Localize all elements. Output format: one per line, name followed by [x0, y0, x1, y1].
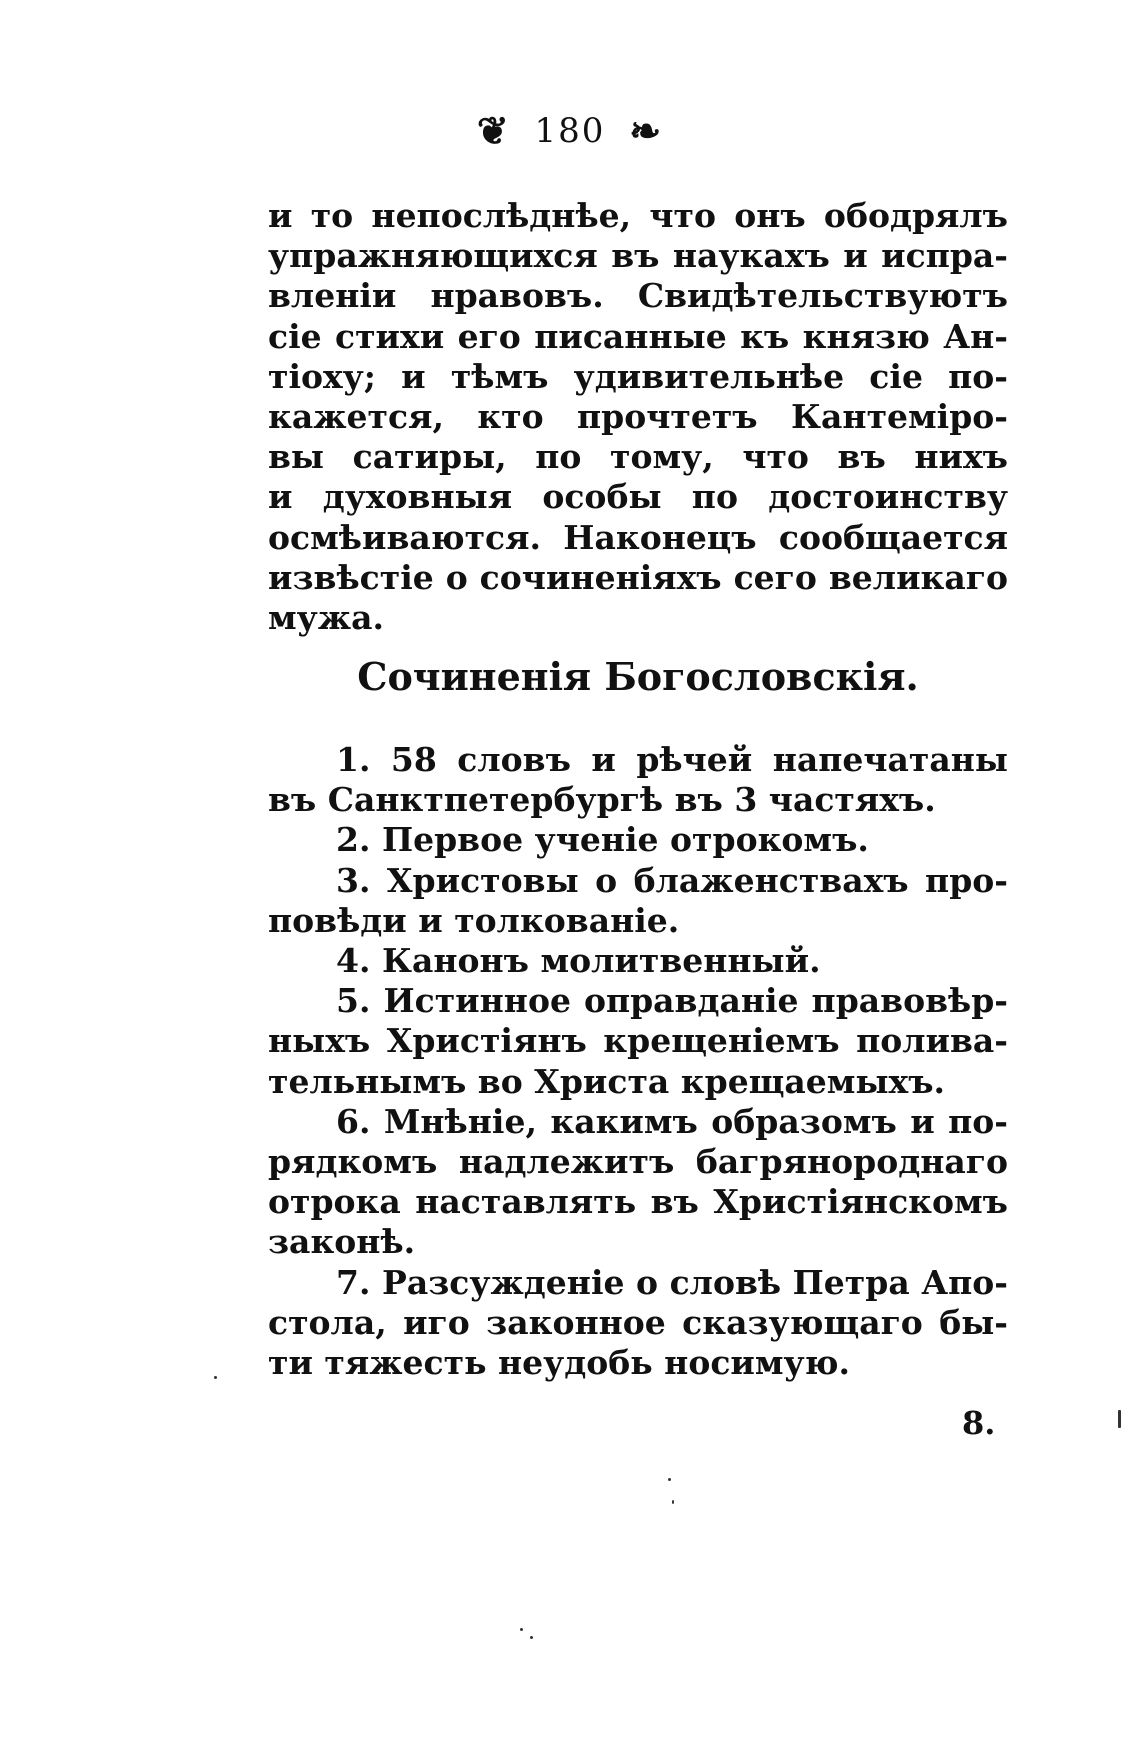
works-line: 1. 58 словъ и рѣчей напечатаны — [336, 740, 1008, 779]
works-line: отрока наставлять въ Христіянскомъ — [268, 1182, 1008, 1222]
paragraph-line: вы сатиры, по тому, что въ нихъ — [268, 437, 1008, 477]
works-line: тельнымъ во Христа крещаемыхъ. — [268, 1061, 946, 1101]
print-speck — [214, 1376, 217, 1379]
print-speck — [530, 1636, 533, 1639]
paragraph-line: сіе стихи его писанные къ князю Ан- — [268, 316, 1008, 356]
right-ornament: ❧ — [629, 108, 664, 153]
print-speck — [672, 1500, 674, 1504]
paragraph-line: извѣстіе о сочиненіяхъ сего великаго — [268, 557, 1008, 597]
page-number: 180 — [534, 110, 606, 151]
works-line: законѣ. — [268, 1222, 416, 1262]
left-ornament: ❦ — [476, 108, 511, 153]
paragraph-line: тіоху; и тѣмъ удивительнѣе сіе по- — [268, 356, 1008, 396]
works-line: рядкомъ надлежитъ багрянороднаго — [268, 1142, 1008, 1182]
paragraph-line: кажется, кто прочтетъ Кантеміро- — [268, 397, 1008, 437]
paragraph-line: мужа. — [268, 598, 384, 638]
works-list — [268, 740, 1008, 1383]
works-line: ти тяжесть неудобь носимую. — [268, 1343, 851, 1383]
page-header — [0, 108, 1140, 153]
paragraph-line: вленіи нравовъ. Свидѣтельствуютъ — [268, 276, 1008, 316]
works-line: повѣди и толкованіе. — [268, 900, 680, 940]
works-line: 6. Мнѣніе, какимъ образомъ и по- — [336, 1101, 1008, 1141]
print-speck — [668, 1478, 671, 1481]
catchword: 8. — [962, 1404, 996, 1442]
section-title: Сочиненія Богословскія. — [357, 654, 919, 699]
paragraph-line: упражняющихся въ наукахъ и испра- — [268, 236, 1008, 276]
print-speck — [520, 1628, 523, 1631]
paragraph-line: осмѣиваются. Наконецъ сообщается — [268, 517, 1008, 557]
works-line: въ Санктпетербургѣ въ 3 частяхъ. — [268, 780, 936, 820]
works-line: ныхъ Христіянъ крещеніемъ полива- — [268, 1021, 1008, 1061]
works-line: 7. Разсужденіе о словѣ Петра Апо- — [336, 1262, 1008, 1302]
works-line: стола, иго законное сказующаго бы- — [268, 1302, 1008, 1342]
works-line: 5. Истинное оправданіе правовѣр- — [336, 981, 1008, 1021]
body-paragraph — [268, 196, 1008, 638]
works-line: 2. Первое ученіе отрокомъ. — [336, 820, 869, 860]
paragraph-line: и духовныя особы по достоинству — [268, 477, 1008, 517]
works-line: 3. Христовы о блаженствахъ про- — [336, 860, 1008, 900]
print-speck — [1118, 1410, 1121, 1428]
works-line: 4. Канонъ молитвенный. — [336, 941, 821, 981]
paragraph-line: и то непослѣднѣе, что онъ ободрялъ — [268, 196, 1008, 235]
